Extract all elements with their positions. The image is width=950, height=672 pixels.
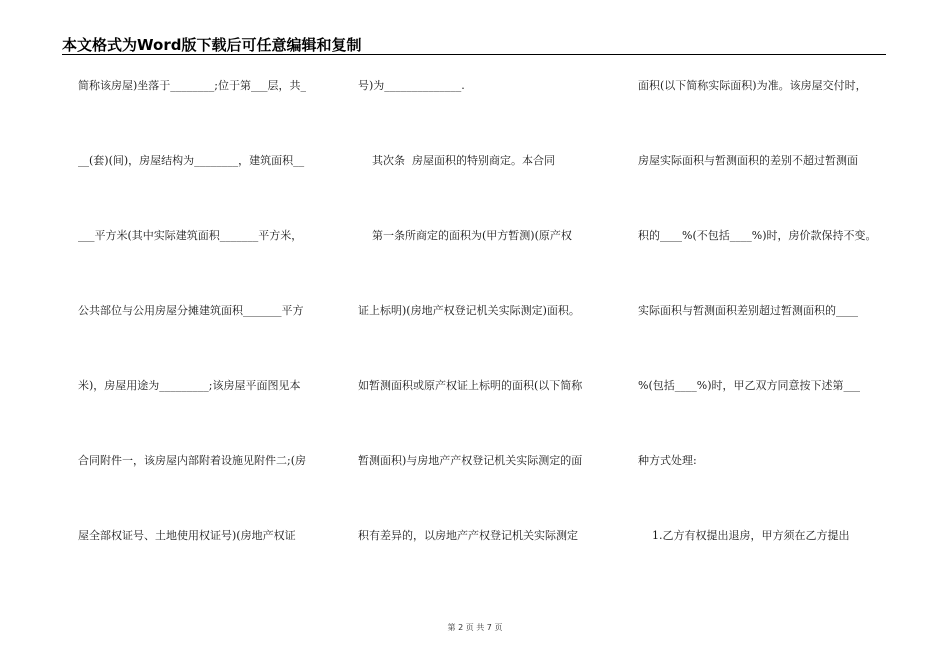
column-3-line: 面积(以下简称实际面积)为准。该房屋交付时， <box>638 79 867 92</box>
column-1-line: __(套)(间)，房屋结构为________，建筑面积__ <box>78 154 305 167</box>
header-divider <box>62 54 886 55</box>
document-header-title: 本文格式为Word版下载后可任意编辑和复制 <box>62 36 362 54</box>
column-2-line: 积有差异的，以房地产产权登记机关实际测定 <box>358 529 578 542</box>
column-2-line: 号)为______________. <box>358 79 465 92</box>
column-1-line: 合同附件一，该房屋内部附着设施见附件二;(房 <box>78 454 306 467</box>
page-indicator: 第 2 页 共 7 页 <box>447 623 503 632</box>
column-3-line: 1.乙方有权提出退房，甲方须在乙方提出 <box>638 529 850 542</box>
column-2-line: 证上标明)(房地产权登记机关实际测定)面积。 <box>358 304 580 317</box>
column-3-line: 实际面积与暂测面积差别超过暂测面积的____ <box>638 304 858 317</box>
column-3-line: %(包括____%)时，甲乙双方同意按下述第___ <box>638 379 860 392</box>
column-2-line: 如暂测面积或原产权证上标明的面积(以下简称 <box>358 379 583 392</box>
column-1-line: 简称该房屋)坐落于________;位于第___层，共_ <box>78 79 306 92</box>
column-3-line: 积的____%(不包括____%)时，房价款保持不变。 <box>638 229 877 242</box>
column-1-line: 米)，房屋用途为_________;该房屋平面图见本 <box>78 379 301 392</box>
column-1-line: 公共部位与公用房屋分摊建筑面积_______平方 <box>78 304 304 317</box>
column-1-line: 屋全部权证号、土地使用权证号)(房地产权证 <box>78 529 296 542</box>
column-2-line: 暂测面积)与房地产产权登记机关实际测定的面 <box>358 454 583 467</box>
column-3-line: 房屋实际面积与暂测面积的差别不超过暂测面 <box>638 154 858 167</box>
column-1-line: ___平方米(其中实际建筑面积_______平方米， <box>78 229 303 242</box>
column-3-line: 种方式处理: <box>638 454 697 467</box>
column-2-line: 其次条 房屋面积的特别商定。本合同 <box>358 154 555 167</box>
column-2-line: 第一条所商定的面积为(甲方暂测)(原产权 <box>358 229 572 242</box>
